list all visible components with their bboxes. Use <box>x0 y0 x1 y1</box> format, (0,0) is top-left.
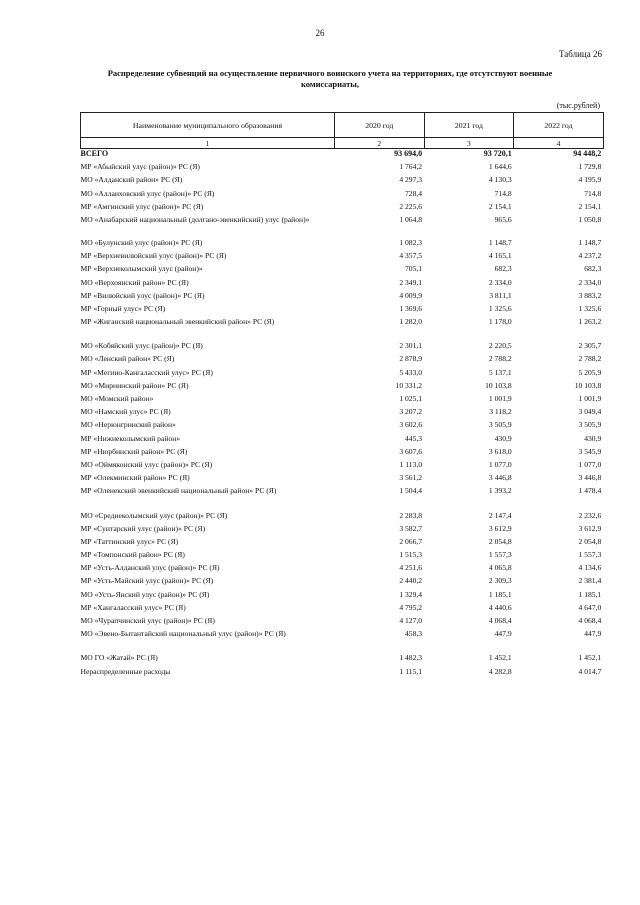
value-2020: 3 582,7 <box>399 523 423 533</box>
value-2021: 4 282,8 <box>488 666 512 676</box>
value-2021: 10 103,8 <box>485 380 512 390</box>
table-row <box>81 434 604 447</box>
spacer-row <box>81 330 604 341</box>
value-2022: 1 452,1 <box>578 653 602 663</box>
table-row <box>81 447 604 460</box>
value-2021: 965,6 <box>494 214 512 224</box>
value-2020: 1 082,3 <box>399 237 423 247</box>
table-body <box>81 149 604 680</box>
value-2020: 1 369,6 <box>399 303 423 313</box>
value-2020: 3 561,2 <box>399 473 423 483</box>
table-number: Таблица 26 <box>559 49 602 59</box>
spacer-row <box>81 642 604 653</box>
table-row <box>81 420 604 433</box>
value-2020: 1 113,0 <box>399 459 423 469</box>
table-row <box>81 603 604 616</box>
value-2020: 1 025,1 <box>399 394 423 403</box>
value-2021: 3 612,9 <box>488 523 512 533</box>
value-2020: 3 607,6 <box>399 446 423 456</box>
table-row <box>81 368 604 381</box>
value-2020: 1 764,2 <box>399 162 423 172</box>
value-2021: 93 720,1 <box>483 149 512 158</box>
municipality-name: МО «Анабарский национальный (долгано-эвенкийский) улус (район)» <box>80 214 310 224</box>
table-row <box>81 616 604 629</box>
value-2022: 3 883,2 <box>578 290 602 300</box>
table-row <box>81 667 604 680</box>
table-row <box>81 550 604 563</box>
value-2020: 1 064,8 <box>399 214 423 224</box>
municipality-name: МР «Оленекский эвенкийский национальный район» РС (Я) <box>80 486 277 496</box>
value-2022: 1 050,8 <box>578 214 602 224</box>
value-2022: 2 232,6 <box>578 510 602 520</box>
municipality-name: МО «Эвено-Бытантайский национальный улус (район)» РС (Я) <box>80 629 286 639</box>
municipality-name: МР «Олекминский район» РС (Я) <box>80 473 190 483</box>
value-2020: 1 329,4 <box>399 589 423 599</box>
value-2022: 2 788,2 <box>578 354 602 364</box>
municipality-name: МР «Сунтарский улус (район)» РС (Я) <box>80 523 206 533</box>
value-2021: 3 505,9 <box>488 420 512 430</box>
value-2022: 1 185,1 <box>578 589 602 599</box>
value-2020: 4 009,9 <box>399 290 423 300</box>
value-2022: 3 446,8 <box>578 473 602 483</box>
value-2022: 1 001,9 <box>578 394 602 403</box>
table-row <box>81 653 604 666</box>
value-2022: 94 448,2 <box>573 149 602 158</box>
value-2020 <box>335 330 425 341</box>
municipality-name: МР «Вилюйский улус (район)» РС (Я) <box>80 290 205 300</box>
table-row <box>81 590 604 603</box>
municipality-name: МР «Томпонский район» РС (Я) <box>80 550 185 560</box>
value-2021: 447,9 <box>494 629 512 639</box>
document-title: Распределение субвенций на осуществление первичного воинского учета на территориях, где отсутствуют военные комиссариаты, <box>107 68 553 89</box>
municipality-name: МР «Абыйский улус (район)» РС (Я) <box>80 162 200 172</box>
municipality-name: МР «Жиганский национальный эвенкийский район» РС (Я) <box>80 317 275 327</box>
value-2020: 5 433,0 <box>399 367 423 377</box>
table-row <box>81 304 604 317</box>
municipality-name: МО «Булунский улус (район)» РС (Я) <box>80 237 203 247</box>
value-2022: 1 729,8 <box>578 162 602 172</box>
value-2021: 714,8 <box>494 188 512 198</box>
table-row <box>81 264 604 277</box>
table-row <box>81 341 604 354</box>
municipality-name <box>81 642 335 653</box>
value-2022: 3 505,9 <box>578 420 602 430</box>
value-2022: 1 148,7 <box>578 237 602 247</box>
value-2021: 2 788,2 <box>488 354 512 364</box>
value-2020: 458,3 <box>405 629 423 639</box>
value-2020: 4 357,5 <box>399 251 423 261</box>
value-2022: 2 334,0 <box>578 277 602 287</box>
header-number-3: 3 <box>424 138 514 149</box>
municipality-name: МО «Мирнинский район» РС (Я) <box>80 380 189 390</box>
header-number-2: 2 <box>335 138 425 149</box>
value-2020: 10 331,2 <box>395 380 423 390</box>
municipality-name: МО «Момский район» <box>80 394 154 403</box>
total-row <box>81 149 604 163</box>
value-2022: 1 263,2 <box>578 317 602 327</box>
municipality-name: МР «Нижнеколымский район» <box>80 433 181 443</box>
value-2020: 4 297,3 <box>399 175 423 185</box>
municipality-name: МР «Усть-Алданский улус (район)» РС (Я) <box>80 563 220 573</box>
municipality-name: МО «Ленский район» РС (Я) <box>80 354 175 364</box>
value-2020: 2 301,1 <box>399 341 423 351</box>
value-2021: 4 440,6 <box>488 602 512 612</box>
table-row <box>81 511 604 524</box>
value-2020: 93 694,0 <box>394 149 423 158</box>
value-2022 <box>514 642 604 653</box>
value-2022: 1 077,0 <box>578 459 602 469</box>
table-row <box>81 251 604 264</box>
header-2022: 2022 год <box>514 113 604 138</box>
table-row <box>81 407 604 420</box>
value-2021: 3 118,2 <box>489 407 512 417</box>
value-2021: 1 452,1 <box>488 653 512 663</box>
table-row <box>81 563 604 576</box>
value-2022 <box>514 500 604 511</box>
value-2021 <box>424 500 514 511</box>
header-2021: 2021 год <box>424 113 514 138</box>
value-2021: 4 130,3 <box>488 175 512 185</box>
municipality-name <box>81 330 335 341</box>
value-2022: 4 195,9 <box>578 175 602 185</box>
value-2021: 1 557,3 <box>488 550 512 560</box>
municipality-name: МО ГО «Жатай» РС (Я) <box>80 653 158 663</box>
table-row <box>81 629 604 642</box>
value-2022: 4 014,7 <box>578 666 602 676</box>
value-2021: 1 077,0 <box>488 459 512 469</box>
value-2022: 4 237,2 <box>578 251 602 261</box>
value-2022: 10 103,8 <box>574 380 602 390</box>
value-2021: 1 644,6 <box>488 162 512 172</box>
municipality-name <box>81 500 335 511</box>
municipality-name: МР «Хангаласский улус» РС (Я) <box>80 602 186 612</box>
value-2021: 1 393,2 <box>488 486 512 496</box>
value-2022: 430,9 <box>584 433 602 443</box>
value-2021 <box>424 330 514 341</box>
value-2022: 714,8 <box>584 188 602 198</box>
value-2021: 4 065,8 <box>488 563 512 573</box>
units-label: (тыс.рублей) <box>556 101 600 110</box>
value-2020: 4 795,2 <box>399 602 423 612</box>
municipality-name: МО «Нерюнгринский район» <box>80 420 176 430</box>
value-2022: 4 134,6 <box>578 563 602 573</box>
value-2021: 2 220,5 <box>488 341 512 351</box>
value-2021: 1 325,6 <box>488 303 512 313</box>
value-2020 <box>335 642 425 653</box>
table-row <box>81 354 604 367</box>
table-row <box>81 202 604 215</box>
subsidy-table <box>80 112 604 680</box>
municipality-name: МО «Оймяконский улус (район)» РС (Я) <box>80 459 213 469</box>
value-2021: 1 178,0 <box>488 317 512 327</box>
header-number-4: 4 <box>514 138 604 149</box>
value-2020: 2 349,1 <box>399 277 423 287</box>
value-2022: 3 545,9 <box>578 446 602 456</box>
value-2020: 3 207,2 <box>399 407 423 417</box>
municipality-name: МО «Аллаиховский улус (район)» РС (Я) <box>80 188 215 198</box>
municipality-name: МО «Среднеколымский улус (район)» РС (Я) <box>80 510 228 520</box>
value-2021: 4 165,1 <box>488 251 512 261</box>
value-2022 <box>514 330 604 341</box>
table-row <box>81 473 604 486</box>
page-number: 26 <box>315 28 325 38</box>
municipality-name: МО «Усть-Янский улус (район)» РС (Я) <box>80 589 210 599</box>
value-2021: 5 137,1 <box>488 367 512 377</box>
value-2020 <box>335 500 425 511</box>
municipality-name: МР «Амгинский улус (район)» РС (Я) <box>80 201 204 211</box>
header-name: Наименование муниципального образования <box>81 113 335 138</box>
table-row <box>81 162 604 175</box>
table-row <box>81 317 604 330</box>
value-2020: 4 251,6 <box>399 563 423 573</box>
header-number-1: 1 <box>81 138 335 149</box>
municipality-name: ВСЕГО <box>80 149 109 158</box>
value-2022: 3 049,4 <box>578 407 602 417</box>
value-2022: 682,3 <box>584 264 602 274</box>
value-2022: 2 054,8 <box>578 536 602 546</box>
municipality-name: МР «Таттинский улус» РС (Я) <box>80 536 179 546</box>
value-2021: 682,3 <box>494 264 512 274</box>
municipality-name: МО «Намский улус» РС (Я) <box>80 407 171 417</box>
table-row <box>81 537 604 550</box>
value-2022: 5 205,9 <box>578 367 602 377</box>
value-2020: 2 283,8 <box>399 510 423 520</box>
value-2021: 4 068,4 <box>488 616 512 625</box>
municipality-name: МР «Горный улус» РС (Я) <box>80 303 166 313</box>
table-row <box>81 460 604 473</box>
value-2020: 2 066,7 <box>399 536 423 546</box>
table-row <box>81 524 604 537</box>
municipality-name: МР «Верхнеколымский улус (район)» <box>80 264 203 274</box>
value-2022: 2 381,4 <box>578 576 602 586</box>
municipality-name: МО «Верхоянский район» РС (Я) <box>80 277 189 287</box>
value-2020: 1 504,4 <box>399 486 423 496</box>
value-2021: 3 618,0 <box>488 446 512 456</box>
value-2022: 2 305,7 <box>578 341 602 351</box>
value-2022: 4 068,4 <box>578 616 602 625</box>
table-row <box>81 278 604 291</box>
value-2021: 2 309,3 <box>488 576 512 586</box>
municipality-name: МР «Нюрбинский район» РС (Я) <box>80 446 188 456</box>
value-2021: 2 147,4 <box>488 510 512 520</box>
table-row <box>81 238 604 251</box>
table-row <box>81 394 604 407</box>
table-row <box>81 381 604 394</box>
value-2021: 3 446,8 <box>488 473 512 483</box>
value-2021: 3 811,1 <box>489 290 512 300</box>
municipality-name: Нераспределенные расходы <box>80 666 171 676</box>
value-2021: 2 154,1 <box>488 201 512 211</box>
value-2020: 2 440,2 <box>399 576 423 586</box>
value-2020: 1 482,3 <box>399 653 423 663</box>
value-2021: 1 185,1 <box>488 589 512 599</box>
header-2020: 2020 год <box>335 113 425 138</box>
value-2021 <box>424 642 514 653</box>
table-row <box>81 189 604 202</box>
table-row <box>81 486 604 499</box>
municipality-name: МР «Верхневилюйский улус (район)» РС (Я) <box>80 251 227 261</box>
value-2021: 1 001,9 <box>488 394 512 403</box>
municipality-name: МР «Усть-Майский улус (район)» РС (Я) <box>80 576 214 586</box>
value-2021: 430,9 <box>494 433 512 443</box>
value-2021: 2 054,8 <box>488 536 512 546</box>
value-2020: 445,3 <box>405 433 423 443</box>
value-2020: 1 282,0 <box>399 317 423 327</box>
table-row <box>81 291 604 304</box>
table-row <box>81 215 604 238</box>
value-2021: 2 334,0 <box>488 277 512 287</box>
municipality-name: МО «Кобяйский улус (район)» РС (Я) <box>80 341 203 351</box>
municipality-name: МО «Чурапчинский улус (район)» РС (Я) <box>80 616 215 625</box>
value-2020: 3 602,6 <box>399 420 423 430</box>
municipality-name: МР «Мегино-Кангаласский улус» РС (Я) <box>80 367 213 377</box>
value-2022: 1 557,3 <box>578 550 602 560</box>
table-row <box>81 576 604 589</box>
value-2022: 447,9 <box>584 629 602 639</box>
value-2022: 1 478,4 <box>578 486 602 496</box>
value-2022: 3 612,9 <box>578 523 602 533</box>
value-2020: 4 127,0 <box>399 616 423 625</box>
value-2020: 1 115,1 <box>399 666 423 676</box>
spacer-row <box>81 500 604 511</box>
value-2020: 1 515,3 <box>399 550 423 560</box>
table-row <box>81 175 604 188</box>
value-2020: 705,1 <box>405 264 423 274</box>
value-2020: 2 878,9 <box>399 354 423 364</box>
value-2020: 2 225,6 <box>399 201 423 211</box>
value-2021: 1 148,7 <box>488 237 512 247</box>
value-2022: 2 154,1 <box>578 201 602 211</box>
value-2020: 728,4 <box>405 188 423 198</box>
value-2022: 4 647,0 <box>578 602 602 612</box>
municipality-name: МО «Алданский район» РС (Я) <box>80 175 183 185</box>
value-2022: 1 325,6 <box>578 303 602 313</box>
